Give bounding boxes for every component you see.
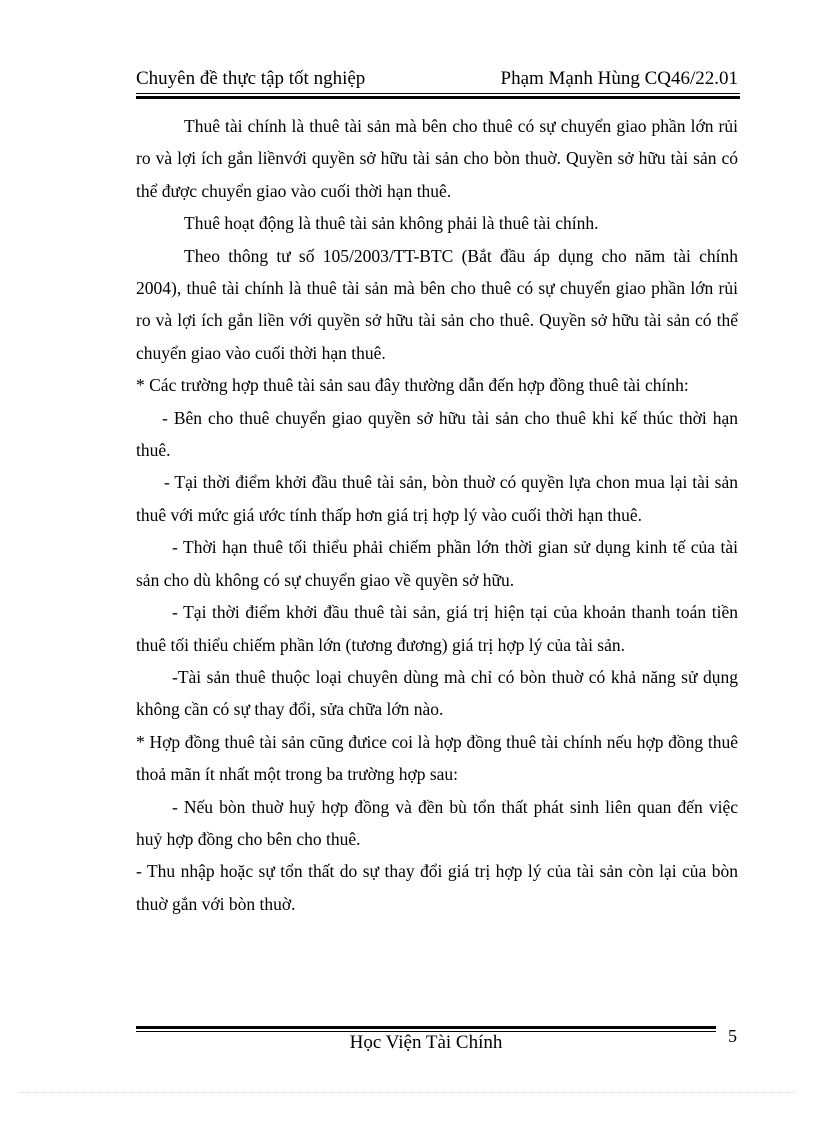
paragraph-operating-lease-definition: Thuê hoạt động là thuê tài sản không phải là thuê tài chính. [184,213,599,234]
paragraph-finance-lease-cases-heading: * Các trường hợp thuê tài sản sau đây thường dẫn đến hợp đồng thuê tài chính: [136,375,689,396]
list-item-ownership-transfer: - Bên cho thuê chuyển giao quyền sở hữu tài sản cho thuê khi kế thúc thời hạn thuê. [136,407,738,461]
header-rule-thick [136,96,740,99]
paragraph-additional-cases-heading: * Hợp đồng thuê tài sản cũng đưice coi là hợp đồng thuê tài chính nếu hợp đồng thuê thoả mãn ít nhất một trong ba trường hợp sau: [136,731,738,785]
paragraph-circular-105: Theo thông tư số 105/2003/TT-BTC (Bắt đầu áp dụng cho năm tài chính 2004), thuê tài chính là thuê tài sản mà bên cho thuê có sự chuyển giao phần lớn rủi ro và lợi ích gắn liền với quyền sở hữu tài sản cho thuê. Quyền sở hữu tài sản có thể chuyển giao vào cuối thời hạn thuê. [136,245,738,363]
list-item-purchase-option: - Tại thời điểm khởi đầu thuê tài sản, bòn thuờ có quyền lựa chon mua lại tài sản thuê với mức giá ước tính thấp hơn giá trị hợp lý vào cuối thời hạn thuê. [136,472,738,525]
header-rule-thin [136,93,740,94]
list-item-present-value: - Tại thời điểm khởi đầu thuê tài sản, giá trị hiện tại của khoản thanh toán tiền thuê tối thiểu chiếm phần lớn (tương đương) giá trị hợp lý của tài sản. [136,602,738,655]
body-text [136,110,738,920]
list-item-lease-term: - Thời hạn thuê tối thiểu phải chiếm phần lớn thời gian sử dụng kinh tế của tài sản cho dù không có sự chuyển giao về quyền sở hữu. [136,537,738,590]
list-item-specialized-asset: -Tài sản thuê thuộc loại chuyên dùng mà chỉ có bòn thuờ có khả năng sử dụng không cần có sự thay đổi, sửa chữa lớn nào. [136,666,738,720]
footer-institution: Học Viện Tài Chính [349,1032,503,1053]
list-item-residual-value: - Thu nhập hoặc sự tổn thất do sự thay đổi giá trị hợp lý của tài sản còn lại của bòn thuờ gắn với bòn thuờ. [136,861,738,914]
bottom-dotted-border [20,1092,796,1093]
page-number: 5 [728,1026,737,1046]
page-header [136,64,740,100]
paragraph-finance-lease-definition: Thuê tài chính là thuê tài sản mà bên cho thuê có sự chuyển giao phần lớn rủi ro và lợi ích gắn liềnvới quyền sở hữu tài sản cho bòn thuờ. Quyền sở hữu tài sản có thể được chuyển giao vào cuối thời hạn thuê. [136,116,738,201]
header-title: Chuyên đề thực tập tốt nghiệp [136,68,366,89]
header-author: Phạm Mạnh Hùng CQ46/22.01 [500,68,738,89]
footer-rule-thick [136,1026,716,1029]
list-item-cancellation-loss: - Nếu bòn thuờ huỷ hợp đồng và đền bù tổn thất phát sinh liên quan đến việc huỷ hợp đồng cho bên cho thuê. [136,796,738,849]
